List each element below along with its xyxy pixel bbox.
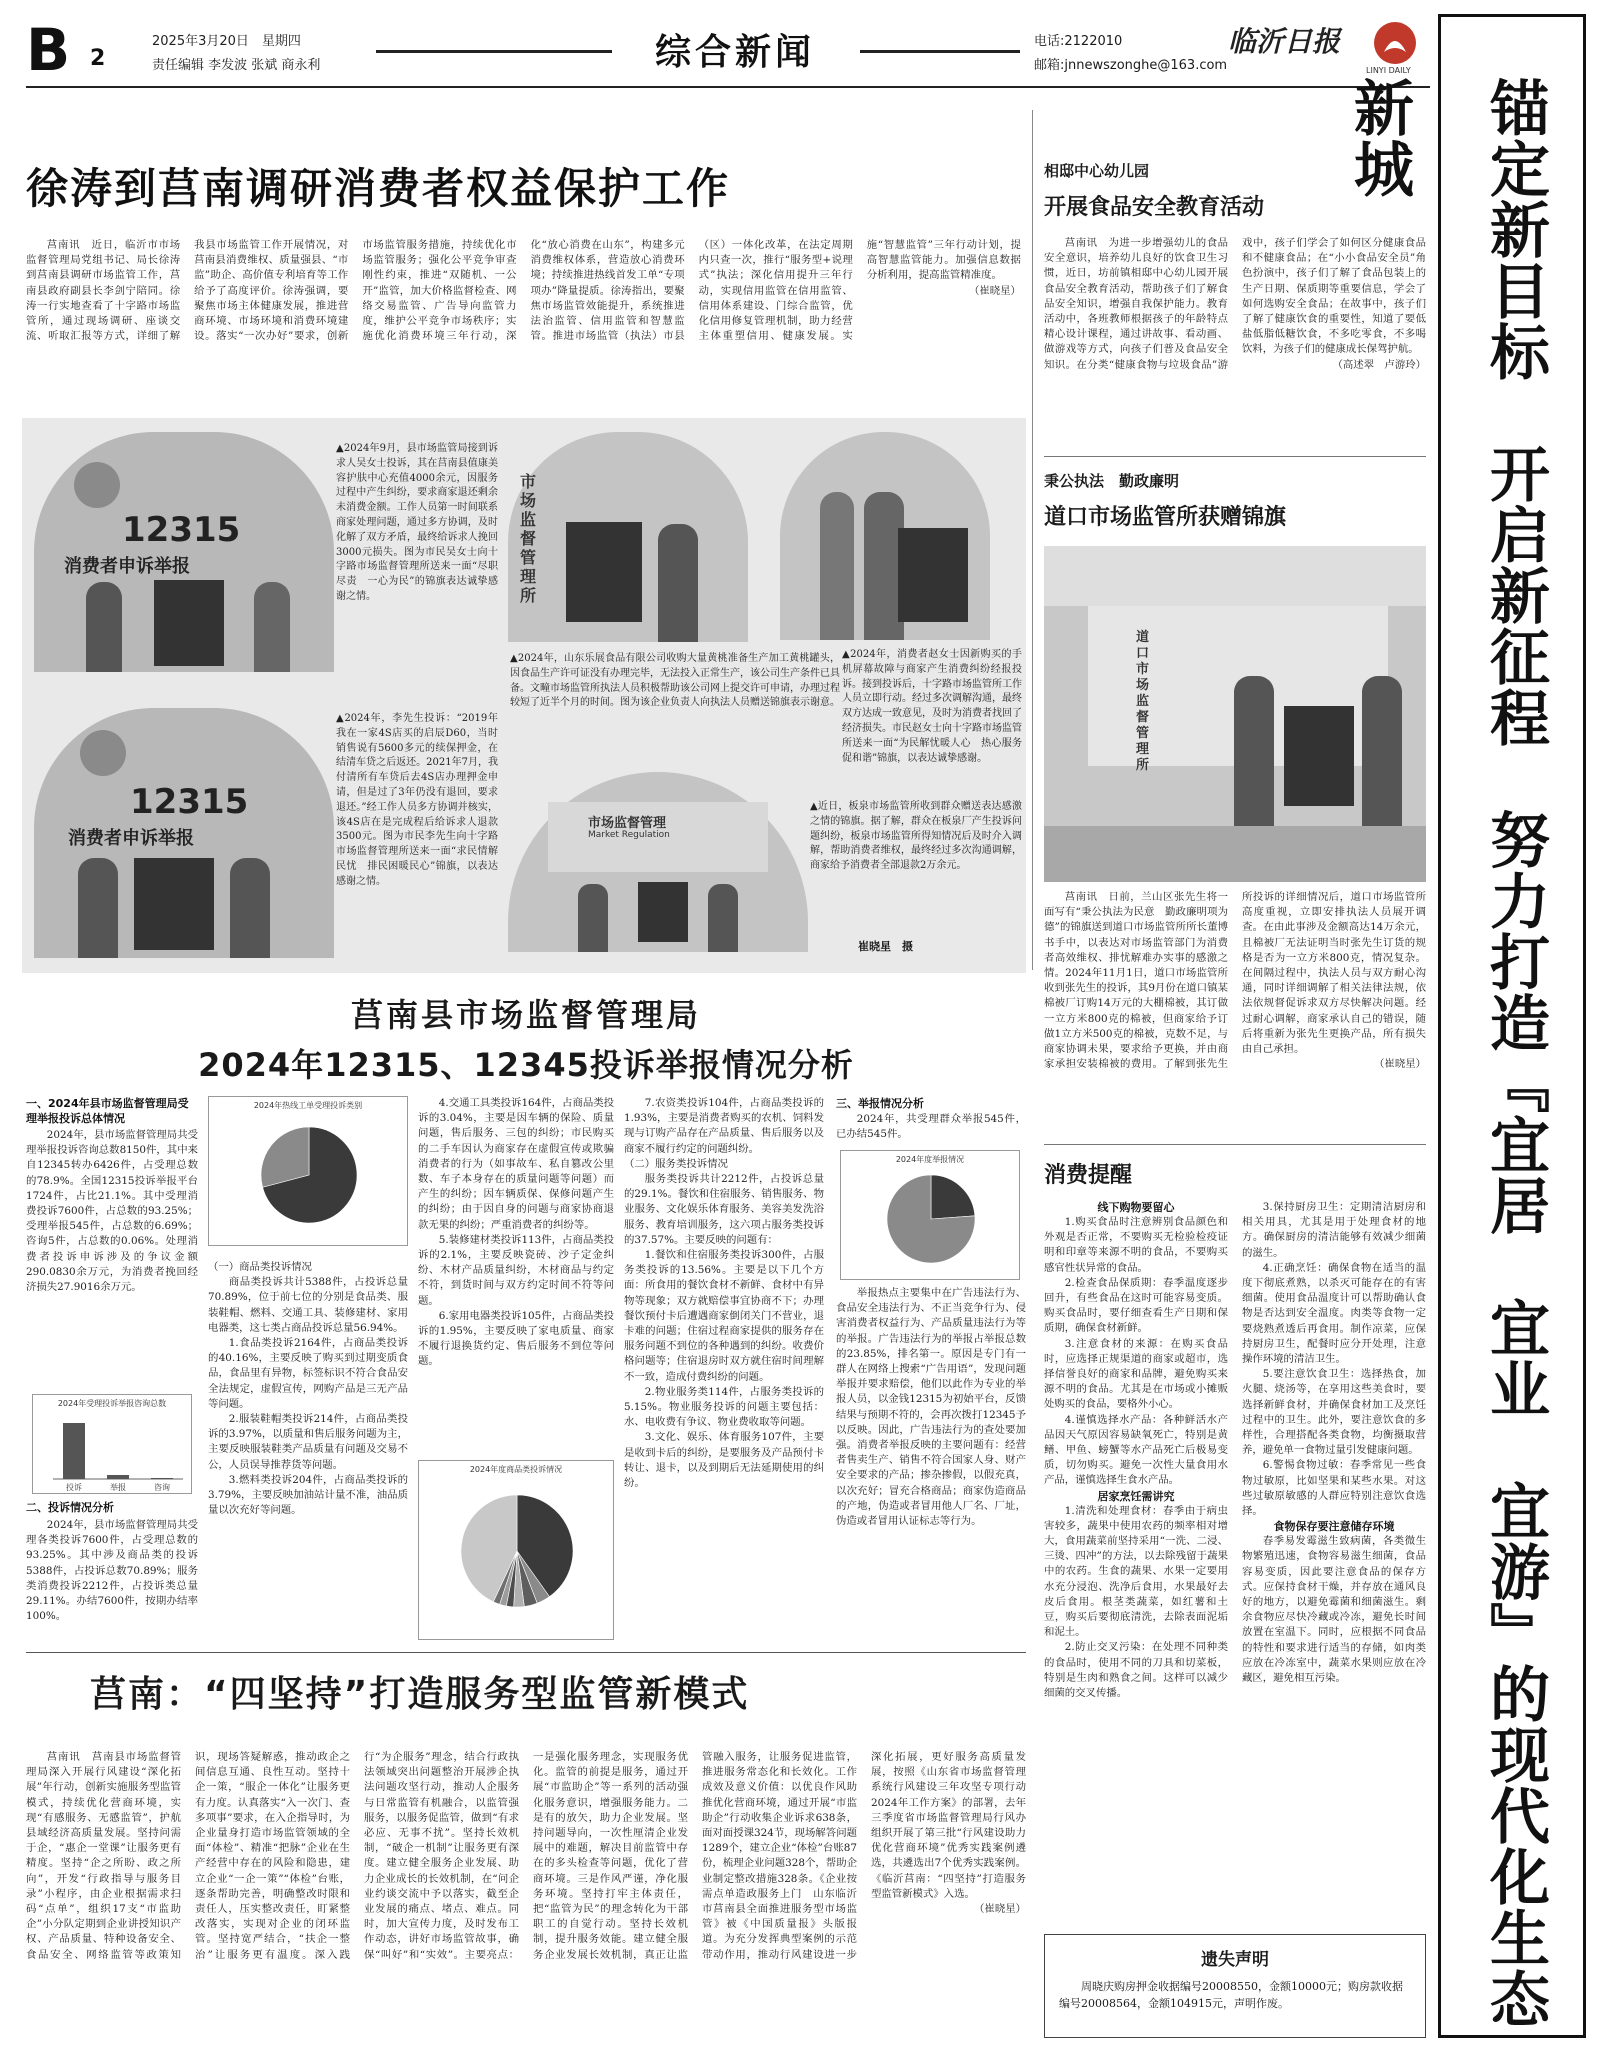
r3-tip: 1.购买食品时注意辨别食品颜色和外观是否正常，不要购买无检验检疫证明和印章等来源不明的食品，不要购买感官性状异常的食品。 [1044, 1216, 1228, 1274]
r2-author: （崔晓星） [1374, 1058, 1426, 1071]
r3-tip: 4.正确烹饪：确保食物在适当的温度下彻底煮熟，以杀灭可能存在的有害细菌。使用食品温度计可以帮助确认食物是否达到安全温度。肉类等食物一定要烧熟煮透后再食用。制作凉菜，应保持厨房卫生，配餐时应分开处理，注意操作环境的清洁卫生。 [1242, 1261, 1426, 1366]
person [820, 492, 854, 640]
contact-phone: 电话:2122010 [1034, 34, 1123, 49]
emblem-icon [74, 462, 120, 508]
goods-text [208, 1260, 408, 1644]
chart1-title: 2024年受理投诉举报咨询总数 [57, 1399, 167, 1408]
person [86, 582, 122, 672]
fuel-paragraph: 3.燃料类投诉204件，占商品类投诉的3.79%，主要反映加油站计量不准，油品质量以次充好等问题。 [208, 1473, 408, 1517]
article1-body [26, 238, 1021, 413]
person [578, 884, 608, 952]
logo-emblem-icon [1374, 22, 1416, 64]
r3-tip: 春季易发霉滋生致病菌，各类微生物繁殖迅速，食物容易滋生细菌，食品容易变质，因此要注意食品的保存方式。应保持食材干燥，并存放在通风良好的地方，以避免霉菌和细菌滋生。剩余食物应尽快冷藏或冷冻，避免长时间放置在室温下。同时，应根据不同食品的特性和要求进行适当的存储，如肉类应放在冷冻室中，蔬菜水果则应放在冷藏区，避免相互污染。 [1242, 1535, 1426, 1685]
masthead-rule [26, 86, 1430, 88]
goods-paragraph: 商品类投诉共计5388件，占投诉总量70.89%，位于前七位的分别是食品类、服装鞋帽、燃料、交通工具、装修建材、家用电器类，这七类占商品投诉总量56.94%。 [208, 1276, 408, 1334]
complaint-text [26, 1518, 198, 1644]
report-paragraph: 2024年，共受理群众举报545件，已办结545件。 [836, 1113, 1026, 1141]
r3-title: 消费提醒 [1044, 1163, 1133, 1188]
banner-flag [566, 522, 642, 622]
article2-title-line2: 2024年12315、12345投诉举报情况分析 [198, 1046, 854, 1084]
r3-tip: 4.谨慎选择水产品：各种鲜活水产品因天气原因容易缺氧死亡，特别是黄鳝、甲鱼、螃蟹等水产品死亡后极易变质，切勿购买。避免一次性大量食用水产品，谨慎选择生食水产品。 [1044, 1413, 1228, 1487]
r1-text: 莒南讯 为进一步增强幼儿的食品安全意识，培养幼儿良好的饮食卫生习惯，近日，坊前镇相邸中心幼儿园开展食品安全教育活动，帮助孩子们了解食品安全知识，增强自我保护能力。教育活动中，各班教师根据孩子的年龄特点精心设计课程，通过讲故事、看动画、做游戏等方式，向孩子们普及食品安全知识。在分类“健康食物与垃圾食品”游戏中，孩子们学会了如何区分健康食品和不健康食品；在“小小食品安全员”角色扮演中，孩子们了解了食品包装上的生产日期、保质期等重要信息，学会了如何选购安全食品；在故事中，孩子们了解了健康饮食的重要性，知道了要低盐低脂低糖饮食，不多吃零食，不多喝饮料，为孩子们的健康成长保驾护航。 [1044, 237, 1426, 371]
r3-tip: 3.保持厨房卫生：定期清洁厨房和相关用具，尤其是用于处理食材的地方。确保厨房的清洁能够有效减少细菌的滋生。 [1242, 1201, 1426, 1259]
r-divider-2 [1044, 1144, 1426, 1145]
report-analysis [836, 1286, 1026, 1644]
r1-kicker: 相邸中心幼儿园 [1044, 162, 1150, 180]
ground [1044, 826, 1426, 882]
goods-heading: （一）商品类投诉情况 [208, 1261, 312, 1273]
article3-title: 莒南：“四坚持”打造服务型监管新模式 [90, 1674, 750, 1715]
contact-email: 邮箱:jnnewszonghe@163.com [1034, 58, 1228, 73]
newspaper-logo: 临沂日报 [1228, 25, 1341, 58]
r2-kicker: 秉公执法 勤政廉明 [1044, 472, 1180, 490]
r1-author: （高述翠 卢游玲） [1332, 358, 1426, 371]
r3-tip: 1.清洗和处理食材：春季由于病虫害较多，蔬果中使用农药的频率相对增大，食用蔬菜前坚持采用“一洗、二浸、三烫、四冲”的方法，以去除残留于蔬果中的农药。生食的蔬果、水果一定要用水充分浸泡、洗净后食用，水果最好去皮后食用。根茎类蔬菜，如红薯和土豆，购买后要彻底清洗，去除表面泥垢和泥土。 [1044, 1504, 1228, 1639]
complaint-paragraph: 2024年，县市场监督管理局共受理各类投诉7600件，占受理总数的93.25%。其中涉及商品类的投诉5388件，占投诉总数70.89%；服务类消费投诉2212件，占投诉类总量29.11%。办结7600件，按期办结率100%。 [26, 1519, 198, 1623]
person [708, 884, 738, 952]
notice-title: 遗失声明 [1201, 1950, 1269, 1970]
r2-body [1044, 890, 1426, 1130]
lost-notice [1044, 1934, 1426, 2038]
chart1-bar [63, 1423, 85, 1479]
chart1-label: 举报 [110, 1483, 126, 1492]
person [1362, 676, 1402, 826]
r2-title: 道口市场监管所获赠锦旗 [1044, 505, 1287, 530]
r3-tip: 3.注意食材的来源：在购买食品时，应选择正规渠道的商家或超市，选择信誉良好的商家和品牌，避免购买来源不明的食品。尤其是在市场或小摊贩处购买的食品，要格外小心。 [1044, 1337, 1228, 1411]
chart1-bar [151, 1478, 173, 1479]
section-title: 综合新闻 [654, 32, 815, 73]
r1-title: 开展食品安全教育活动 [1044, 195, 1265, 220]
photo-12315-thanks-1 [34, 432, 334, 672]
editors: 责任编辑 李发波 张斌 商永利 [152, 58, 321, 73]
article1-text: 莒南讯 近日，临沂市市场监督管理局党组书记、局长徐涛到莒南县调研市场监管工作，莒南县政府副县长李剑宁陪同。徐涛一行实地查看了十字路市场监管所，通过现场调研、座谈交流、听取汇报等方式，详细了解我县市场监管工作开展情况，对莒南县消费维权、质量强县、“市监”助企、高价值专利培育等工作给予了高度评价。徐涛强调，要聚焦市场主体健康发展，推进营商环境、市场环境和消费环境建设。落实“一次办好”要求，创新市场监管服务措施，持续优化市场监管服务；强化公平竞争审查刚性约束，推进“双随机、一公开”监管，加大价格监督检查、网络交易监管、广告导向监管力度，维护公平竞争市场秩序；实施优化消费环境三年行动，深化“放心消费在山东”，构建多元消费维权体系，营造放心消费环境；持续推进热线首发工单“专项项办”降量提质。徐涛指出，要聚焦市场监管效能提升，系统推进法治监管、信用监管和智慧监管。推进市场监管（执法）市县（区）一体化改革，在法定周期内只查一次，推行“服务型+说理式”执法；深化信用提升三年行动，实现信用监管在信用监管、信用体系建设、门综合监管，优化信用修复管理机制，助力经营主体重塑信用、健康发展。实施“智慧监管”三年行动计划，提高智慧监管能力。加强信息数据分析利用，提高监管精准度。 [26, 239, 1021, 343]
r3-body [1044, 1200, 1426, 1920]
chart-category-pie [208, 1096, 408, 1246]
issue-date: 2025年3月20日 星期四 [152, 34, 301, 49]
pie3-plot [841, 1163, 1021, 1281]
caption-1: ▲2024年9月，县市场监管局接到诉求人吴女士投诉，其在莒南县值康美容护肤中心充值4000余元，因服务过程中产生纠纷，要求商家退还剩余未消费金额。工作人员第一时间联系商家处理问题，通过多方协调，及时化解了双方矛盾，最终给诉求人挽回3000元损失。图为市民吴女士向十字路市场监督管理所送来一面“尽职尽责 一心为民”的锦旗表达诚挚感谢之情。 [336, 443, 498, 602]
overall-text [26, 1128, 198, 1388]
pie1-title: 2024年热线工单受理投诉类别 [253, 1101, 363, 1110]
banner-flag [1284, 706, 1354, 806]
article3-body [26, 1750, 1026, 2040]
market-sign-en: Market Regulation [588, 830, 670, 840]
chart-goods-pie [418, 1460, 614, 1640]
caption-2: ▲2024年，李先生投诉：“2019年我在一家4S店买的启辰D60，当时销售说有5600多元的续保押金，在结清车贷之后返还。2021年7月，我付清所有车贷后去4S店办理押金申请，但是过了3年仍没有退回，要求退还。”经工作人员多方协调并核实，该4S店在是完成程后给诉求人退款3500元。图为市民李先生向十字路市场监督管理所送来一面“求民情解民忧 排民困暖民心”锦旗，以表达感谢之情。 [336, 713, 498, 887]
section-heading-2: 二、投诉情况分析 [26, 1501, 114, 1514]
catering-paragraph: 1.餐饮和住宿服务类投诉300件，占服务类投诉的13.56%。主要是以下几个方面：所食用的餐饮食材不新鲜、食材中有异物等现象；双方就赔偿事宜协商不下；办理餐饮预付卡后遭遇商家倒闭关门不营业，退卡难的问题；住宿过程商家提供的服务存在服务问题不到位的各种遇到的纠纷。收费价格问题等；住宿退房时双方就住宿时间理解不一致，造成付费纠纷的问题。 [624, 1249, 824, 1383]
r3-heading-2: 居家烹饪需讲究 [1097, 1489, 1175, 1503]
article1-title: 徐涛到莒南调研消费者权益保护工作 [26, 164, 731, 213]
person [254, 582, 290, 672]
article3-text: 莒南讯 莒南县市场监督管理局深入开展行风建设“深化拓展”年行动，创新实施服务型监管模式，持续优化营商环境，实现“有感服务、无感监管”，护航县域经济高质量发展。坚持问需于企，“惠企一堂课”让服务更有精度。坚持“企之所盼、政之所向”，开发“行政指导与服务目录”小程序，由企业根据需求扫码“点单”，组织17支“市监助企”小分队定期到企业讲授知识产权、产品质量、特种设备安全、食品安全、网络监管等政策知识，现场答疑解惑，推动政企之间信息互通、良性互动。坚持十企一策，“服企一体化”让服务更有力度。认真落实“入一次门、查多项事”要求，在入企指导时，为企业量身打造市场监管领域的全面“体检”、精准“把脉”企业在生产经营中存在的风险和隐患，建立企业“一企一策”“体检”台账，逐条帮助完善，明确整改时限和责任人，压实整改责任，盯紧整改落实，实现对企业的闭环监管。坚持宽严结合，“扶企一整治”让服务更有温度。深入践行“为企服务”理念，结合行政执法领域突出问题整治开展涉企执法问题攻坚行动，推动人企服务与日常监管有机融合，以监管强服务，以服务促监管，做到“有求必应、无事不扰”。坚持长效机制，“破企一机制”让服务更有深度。建立健全服务企业发展、助力企业成长的长效机制，在“问企业约谈交流中予以落实，截至企业发展的痛点、堵点、难点。同时，加大宣传力度，及时发布工作动态，讲好市场监管故事，确保“叫好”和“实效”。主要亮点：一是强化服务理念，实现服务优化。监管的前提是服务，通过开展“市监助企”等一系列的活动强化服务意识，增强服务能力。二是有的放矢，助力企业发展。坚持问题导向，一次性厘清企业发展中的难题，解决目前监管中存在的多头检查等问题，优化了营商环境。三是作风严谨，净化服务环境。坚持打牢主体责任，把“监管为民”的理念转化为干部职工的自觉行动。坚持长效机制，提升服务效能。建立健全服务企业发展长效机制，真正让监管融入服务，让服务促进监管，推进服务常态化和长效化。工作成效及意义价值：以优良作风助推优化营商环境，通过开展“市监助企”行动收集企业诉求638条，面对面授课324节，现场解答问题1289个，建立企业“体检”台账87份，梳理企业问题328个，帮助企业制定整改措施328条。《企业按需点单造政服务上门 山东临沂市莒南县全面推进服务型市场监管》被《中国质量报》头版报道。为充分发挥典型案例的示范带动作用，推动行风建设进一步深化拓展，更好服务高质量发展，按照《山东省市场监督管理系统行风建设三年攻坚专项行动2024年工作方案》的部署，去年三季度省市场监督管理局行风办组织开展了第三批“行风建设助力优化营商环境”优秀实践案例遴选，共遴选出7个优秀实践案例。《临沂莒南：“四坚持”打造服务型监管新模式》入选。 [26, 1751, 1026, 1961]
person [658, 524, 698, 642]
overall-paragraph: 2024年，县市场监督管理局共受理举报投诉咨询总数8150件，其中来自12345转办6426件，占受理总数的78.9%。全国12315投诉举报平台1724件，占比21.1%。其中受理消费投诉7600件，占总数的93.25%；受理举报545件，占总数的6.69%；咨询5件，占总数的0.06%。处理消费者投诉申诉涉及的争议金额290.0830余万元，为消费者挽回经济损失27.9016余万元。 [26, 1129, 198, 1294]
photo-zhao-thanks [780, 432, 990, 640]
pie3-slice [931, 1175, 975, 1219]
r3-tip: 2.检查食品保质期：春季温度逐步回升，有些食品在这时可能容易变质。购买食品时，要仔细查看生产日期和保质期，确保食材新鲜。 [1044, 1276, 1228, 1335]
section-heading-1: 一、2024年县市场监督管理局受理举报投诉总体情况 [26, 1097, 189, 1125]
page-number: 2 [90, 46, 106, 71]
column-divider [1032, 110, 1033, 970]
notice-text: 周晓庆购房押金收据编号20008550，金额10000元；购房款收据编号20008564，金额104915元，声明作废。 [1059, 1980, 1403, 2010]
screen-text: 消费者申诉举报 [64, 556, 190, 577]
r3-heading-1: 线下购物要留心 [1097, 1201, 1175, 1214]
property-paragraph: 2.物业服务类114件，占服务类投诉的5.15%。物业服务投诉的问题主要包括：水、电收费有争议、物业费收取等问题。 [624, 1385, 824, 1429]
person [78, 858, 118, 958]
person [230, 858, 270, 958]
article2-title-line1: 莒南县市场监督管理局 [350, 996, 701, 1034]
pie1-plot [209, 1109, 409, 1247]
farm-paragraph: 7.农资类投诉104件，占商品类投诉的1.93%，主要是消费者购买的农机、饲料发现与订购产品存在产品质量、售后服务以及商家不履行约定的问题纠纷。 [624, 1097, 824, 1155]
chart1-plot [33, 1409, 193, 1495]
r3-tip: 5.要注意饮食卫生：选择热食，加火腿、烧汤等，在享用这些美食时，要选择新鲜食材，并确保食材加工及烹饪过程中的卫生。此外，要注意饮食的多样性，合理搭配各类食物，均衡摄取营养，避免单一食物过量引发健康问题。 [1242, 1368, 1426, 1457]
person [1234, 676, 1274, 826]
page-letter: B [26, 16, 71, 84]
caption-4: ▲2024年，消费者赵女士因新购买的手机屏幕故障与商家产生消费纠纷经报投诉。接到投诉后，十字路市场监管所工作人员立即行动。经过多次调解沟通，最终双方达成一致意见，及时为消费者找回了经济损失。市民赵女士向十字路市场监管所送来一面“为民解忧暖人心 热心服务促和谐”锦旗，以表达诚挚感谢。 [842, 649, 1022, 764]
report-summary [836, 1112, 1026, 1148]
service-paragraph: 服务类投诉共计2212件，占投诉总量的29.1%。餐饮和住宿服务、销售服务、物业服务、文化娱乐体育服务、美容美发洗浴服务、教育培训服务，这六项占服务类投诉的37.57%。主要反映的问题有： [624, 1173, 824, 1246]
office-sign: 市场监督管理所 [520, 472, 537, 605]
sky [1044, 546, 1426, 606]
pie3-title: 2024年度举报情况 [895, 1155, 965, 1164]
photo-credit: 崔晓星 摄 [858, 940, 913, 953]
chart-total-bar [32, 1394, 192, 1494]
pie2-plot [419, 1473, 615, 1641]
chart1-label: 投诉 [66, 1483, 82, 1492]
header-line-left [376, 50, 612, 53]
banner-flag [134, 858, 214, 950]
emblem-icon [80, 730, 126, 776]
r3-tip: 6.警惕食物过敏：春季常见一些食物过敏原，比如坚果和某些水果。对这些过敏原敏感的人群应特别注意饮食选择。 [1242, 1459, 1426, 1518]
r1-body [1044, 236, 1426, 436]
chart-report-pie [840, 1150, 1020, 1280]
report-analysis-paragraph: 举报热点主要集中在广告违法行为、食品安全违法行为、不正当竞争行为、侵害消费者权益行为、产品质量违法行为等的举报。广告违法行为的举报占举报总数的23.85%，排名第一。原因是专门有一群人在网络上搜索“广告用语”，发现问题举报并要求赔偿，他们以此作为专业的举报人员，以金钱12315为初始平台，反馈结果与预期不符的，会再次拨打12345予以反映。因此，广告违法行为的查处要加强。消费者举报反映的主要问题有：经营者售卖生产、销售不符合国家人身、财产安全要求的产品；掺杂掺假，以假充真，以次充好；冒充合格商品；商家伪造商品的产地，伪造或者冒用他人厂名、厂址，伪造或者冒用认证标志等行为。 [836, 1287, 1026, 1528]
article-divider [26, 1652, 1026, 1653]
food-paragraph: 1.食品类投诉2164件，占商品类投诉的40.16%，主要反映了购买到过期变质食品，食品里有异物，标签标识不符合食品安全法规定，虚假宣传，网购产品是三无产品等问题。 [208, 1337, 408, 1410]
caption-5: ▲近日，板泉市场监管所收到群众赠送表达感激之情的锦旗。据了解，群众在板泉厂产生投诉问题纠纷，板泉市场监管所得知情况后及时介入调解，帮助消费者维权，最终经过多次沟通调解，商家给予消费者全部退款2万余元。 [810, 801, 1022, 872]
caption-3: ▲2024年，山东乐展食品有限公司收购大量黄桃准备生产加工黄桃罐头，因食品生产许可证没有办理完毕，无法投入正常生产，该公司生产条件已具备。文疃市场监管所执法人员积极帮助该公司网上提交许可申请，办理过程较短了近半个月的时间。图为该企业负责人向执法人员赠送锦旗表示谢意。 [510, 653, 840, 709]
banner-flag [898, 528, 968, 622]
service-heading: （二）服务类投诉情况 [624, 1157, 728, 1170]
section-heading-3: 三、举报情况分析 [836, 1097, 924, 1110]
chart1-label: 咨询 [154, 1483, 170, 1492]
article3-author: （崔晓星） [974, 1903, 1026, 1916]
r-divider-1 [1044, 456, 1426, 457]
chart1-bar [107, 1475, 129, 1479]
header-line-right [860, 50, 1020, 53]
screen-text: 消费者申诉举报 [68, 828, 194, 849]
market-sign: 市场监督管理 [588, 816, 667, 831]
r2-text: 莒南讯 日前，兰山区张先生将一面写有“秉公执法为民意 勤政廉明项为德”的锦旗送到道口市场监管所所长董博书手中，以表达对市场监管部门为消费者高效维权、排忧解难办实事的感激之情。2024年11月1日，道口市场监管所收到张先生的投诉，其9月份在道口镇某棉被厂订购14万元的大棚棉被，其订做一立方米800克的棉被，但商家给予订做1立方米500克的棉被，克数不足，与商家协调未果，要求给予更换，并由商家承担安装棉被的费用。了解到张先生所投诉的详细情况后，道口市场监管所高度重视，立即安排执法人员展开调查。在由此事涉及金额高达14万余元，且棉被厂无法证明当时张先生订货的规格是否为一立方米800克，情况复杂。在间隔过程中，执法人员与双方耐心沟通，同时详细调解了相关法律法规，依法依规督促诉求双方尽快解决问题。经过耐心调解，商家承认自己的错误，随后将重新为张先生更换产品，所有损失由自己承担。 [1044, 891, 1426, 1071]
pie2-title: 2024年度商品类投诉情况 [469, 1465, 563, 1474]
banner-flag [154, 580, 224, 666]
goods-text-2 [418, 1096, 614, 1456]
photo-wentuan-thanks [508, 432, 748, 642]
office-plaque: 道口市场监督管理所 [1136, 630, 1150, 773]
screen-number: 12315 [130, 782, 249, 822]
logo-subtitle: LINYI DAILY [1366, 66, 1411, 75]
appliance-paragraph: 6.家用电器类投诉105件，占商品类投诉的1.95%，主要反映了家电质量、商家不履行退换货约定、售后服务不到位等问题。 [418, 1309, 615, 1368]
photo-12315-thanks-2 [34, 708, 334, 958]
service-text [624, 1096, 824, 1644]
article1-author: （崔晓星） [968, 284, 1021, 297]
building-paragraph: 5.装修建材类投诉113件，占商品类投诉的2.1%，主要反映瓷砖、沙子定金纠纷、木材产品质量纠纷，木材商品与约定不符，到货时间与双方约定时间不符等问题。 [418, 1233, 615, 1307]
photo-daokou-office [1044, 546, 1426, 882]
side-banner-slogan: 锚定新目标 开启新征程 努力打造『宜居 宜业 宜游』的现代化生态新城 [1344, 77, 1550, 2029]
clothing-paragraph: 2.服装鞋帽类投诉214件，占商品类投诉的3.97%，以质量和售后服务问题为主，主要反映服装鞋类产品质量有问题及交易不公，人员误导推荐货等问题。 [208, 1413, 408, 1471]
screen-number: 12315 [122, 510, 241, 550]
banner-flag [638, 882, 688, 942]
vehicle-paragraph: 4.交通工具类投诉164件，占商品类投诉的3.04%，主要是因车辆的保险、质量问题，售后服务、三包的纠纷；市民购买的二手车因认为商家存在虚假宣传或欺骗消费者的行为（如事故车、私自篡改公里数、车子本身存在的质量问题等问题）而产生的纠纷；因车辆质保、保修问题产生的纠纷；由于因自身的问题与商家协商退款无果的纠纷；严重消费者的纠纷等。 [418, 1097, 615, 1231]
r3-heading-3: 食物保存要注意储存环境 [1273, 1520, 1395, 1534]
r3-tip: 2.防止交叉污染：在处理不同种类的食品时，使用不同的刀具和切菜板，特别是生肉和熟食之间。这样可以减少细菌的交叉传播。 [1044, 1641, 1228, 1700]
culture-paragraph: 3.文化、娱乐、体育服务107件，主要是收到卡后的纠纷，是要服务及产品预付卡转让、退卡，以及到期后无法延期使用的纠纷。 [624, 1431, 824, 1490]
